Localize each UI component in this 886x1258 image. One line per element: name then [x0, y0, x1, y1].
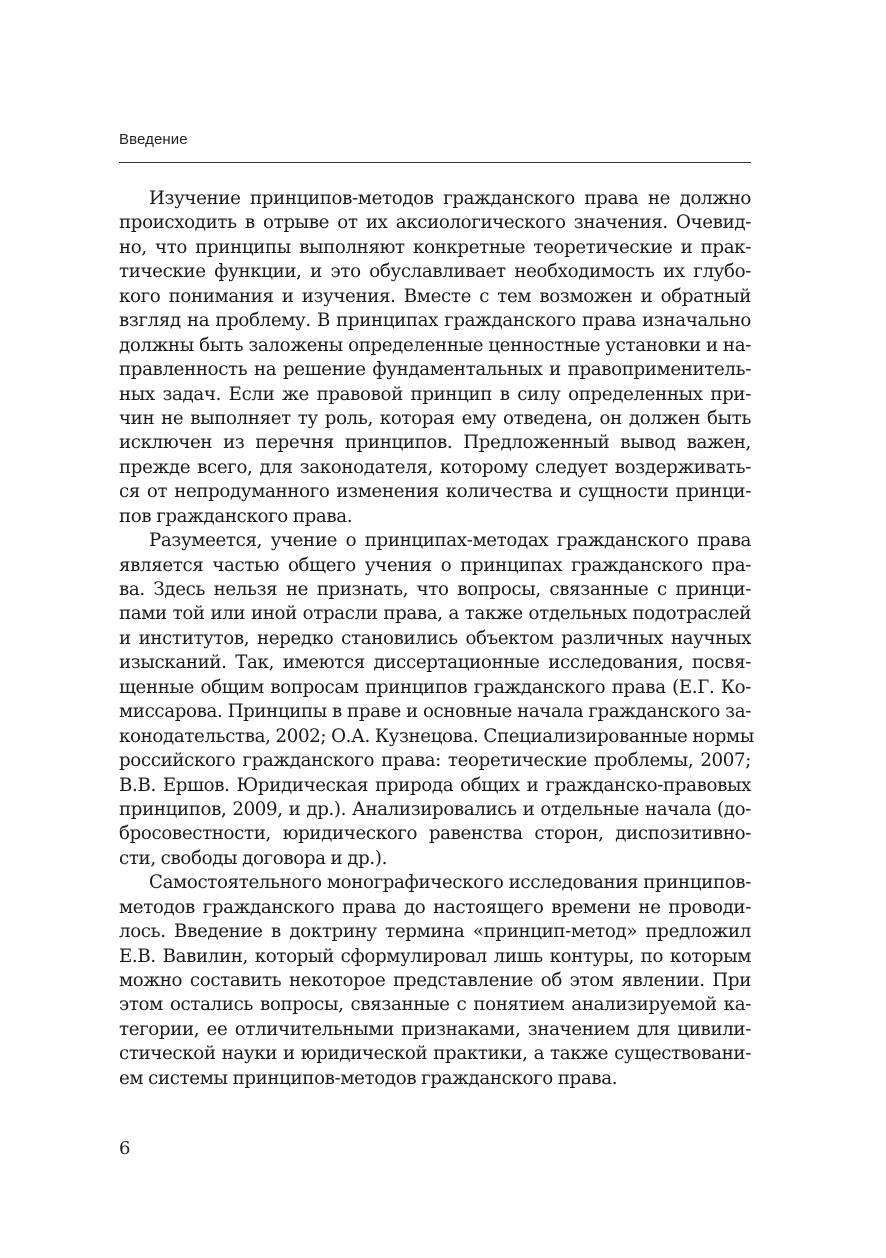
text-line: и институтов, нередко становились объектом различных научных — [119, 627, 751, 649]
text-line: изысканий. Так, имеются диссертационные исследования, посвя- — [119, 652, 751, 674]
text-line: сти, свободы договора и др.). — [119, 847, 387, 869]
text-line: ных задач. Если же правовой принцип в силу определенных при- — [119, 383, 751, 405]
text-line: миссарова. Принципы в праве и основные начала гражданского за- — [119, 701, 751, 723]
text-line: В.В. Ершов. Юридическая природа общих и гражданско-правовых — [119, 774, 751, 796]
text-line: ва. Здесь нельзя не признать, что вопросы, связанные с принци- — [119, 579, 751, 600]
running-head: Введение — [119, 131, 188, 148]
text-line: тегории, ее отличительными признаками, значением для цивили- — [119, 1018, 751, 1040]
text-line: ся от непродуманного изменения количества и сущности принци- — [119, 481, 751, 503]
body-text — [119, 187, 754, 1091]
book-page — [119, 0, 754, 1258]
text-line: стической науки и юридической практики, а также существовани- — [119, 1043, 751, 1065]
text-line: взгляд на проблему. В принципах гражданского права изначально — [119, 310, 751, 332]
text-line: Изучение принципов-методов гражданского права не должно — [149, 188, 751, 209]
text-line: но, что принципы выполняют конкретные теоретические и прак- — [119, 236, 751, 258]
text-line: происходить в отрыве от их аксиологического значения. Очевид- — [119, 212, 751, 234]
text-line: правленность на решение фундаментальных и правоприменитель- — [119, 359, 751, 381]
text-line: Е.В. Вавилин, который сформулировал лишь контуры, по которым — [119, 945, 751, 967]
paragraph — [119, 187, 751, 529]
text-line: исключен из перечня принципов. Предложенный вывод важен, — [119, 432, 751, 454]
text-line: российского гражданского права: теоретические проблемы, 2007; — [119, 750, 751, 772]
page-number: 6 — [119, 1138, 131, 1159]
text-line: щенные общим вопросам принципов гражданского права (Е.Г. Ко- — [119, 676, 751, 698]
text-line: этом остались вопросы, связанные с понятием анализируемой ка- — [119, 994, 751, 1016]
text-line: Разумеется, учение о принципах-методах гражданского права — [149, 530, 751, 552]
text-line: тические функции, и это обуславливает необходимость их глубо- — [119, 261, 751, 283]
text-line: пами той или иной отрасли права, а также отдельных подотраслей — [119, 603, 751, 625]
text-line: кого понимания и изучения. Вместе с тем возможен и обратный — [119, 285, 751, 307]
header-rule — [119, 162, 751, 163]
paragraph — [119, 871, 751, 1091]
text-line: чин не выполняет ту роль, которая ему отведена, он должен быть — [119, 407, 751, 429]
text-line: методов гражданского права до настоящего времени не проводи- — [119, 896, 751, 918]
text-line: бросовестности, юридического равенства сторон, диспозитивно- — [119, 823, 751, 845]
text-line: прежде всего, для законодателя, которому следует воздерживать- — [119, 456, 751, 478]
text-line: лось. Введение в доктрину термина «принцип-метод» предложил — [119, 921, 751, 943]
text-line: конодательства, 2002; О.А. Кузнецова. Специализированные нормы — [119, 725, 754, 747]
text-line: Самостоятельного монографического исследования принципов- — [149, 872, 751, 894]
text-line: принципов, 2009, и др.). Анализировались и отдельные начала (до- — [119, 798, 751, 820]
text-line: пов гражданского права. — [119, 505, 353, 527]
text-line: должны быть заложены определенные ценностные установки и на- — [119, 334, 751, 356]
paragraph — [119, 529, 754, 871]
text-line: можно составить некоторое представление об этом явлении. При — [119, 970, 751, 991]
text-line: ем системы принципов-методов гражданского права. — [119, 1067, 618, 1089]
text-line: является частью общего учения о принципах гражданского пра- — [119, 554, 751, 576]
